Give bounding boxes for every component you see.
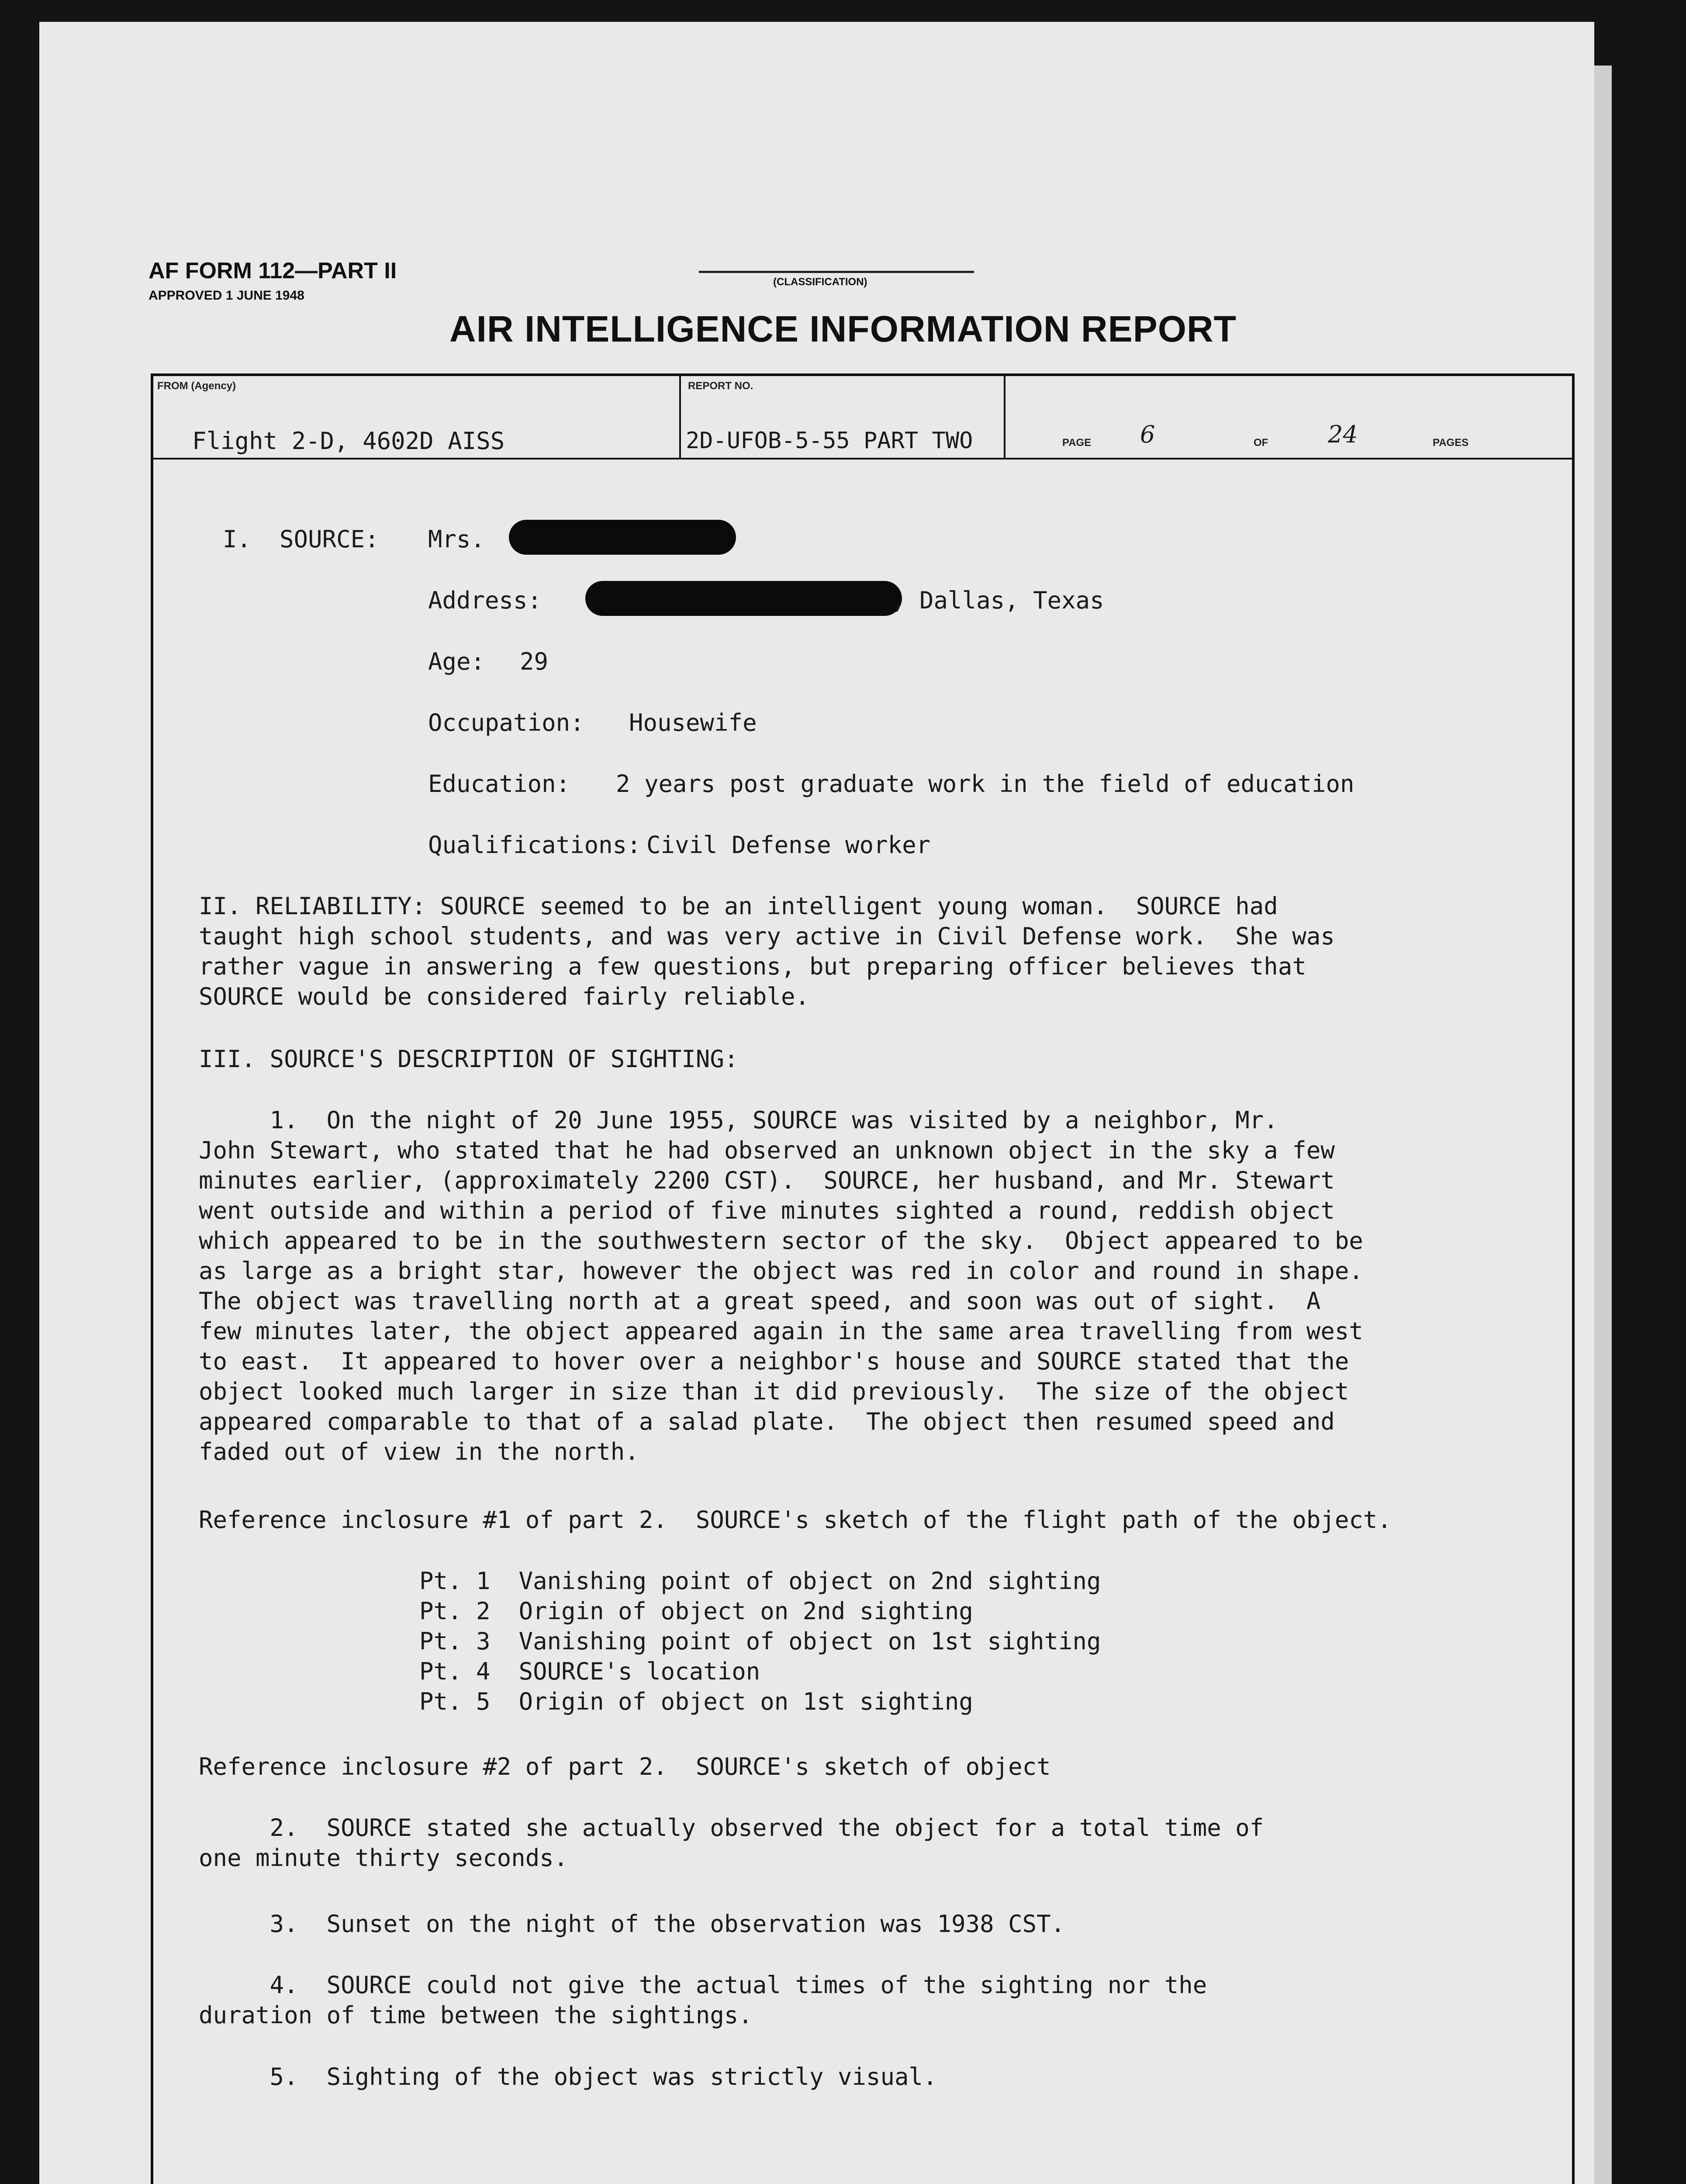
occupation-label: Occupation: bbox=[428, 709, 584, 736]
source-name-prefix: Mrs. bbox=[428, 525, 485, 553]
header-row-divider bbox=[151, 458, 1575, 460]
reliability-line: taught high school students, and was very active in Civil Defense work. She was bbox=[199, 923, 1335, 950]
address-city: , Dallas, Texas bbox=[891, 587, 1104, 614]
paragraph-line: as large as a bright star, however the object was red in color and round in shape. bbox=[199, 1257, 1363, 1285]
source-heading: I. SOURCE: bbox=[223, 525, 379, 553]
sketch-point-list bbox=[419, 1566, 1101, 1717]
reliability-line: II. RELIABILITY: SOURCE seemed to be an intelligent young woman. SOURCE had bbox=[199, 892, 1278, 920]
paragraph-line: appeared comparable to that of a salad plate. The object then resumed speed and bbox=[199, 1408, 1335, 1435]
qualifications-label: Qualifications: bbox=[428, 831, 641, 859]
age-value: 29 bbox=[520, 648, 549, 675]
address-label: Address: bbox=[428, 587, 542, 614]
education-label: Education: bbox=[428, 770, 570, 798]
paragraph-1 bbox=[199, 1105, 1363, 1467]
reliability-line: SOURCE would be considered fairly reliable. bbox=[199, 983, 809, 1010]
paragraph-line: duration of time between the sightings. bbox=[199, 2001, 753, 2029]
paragraph-line: went outside and within a period of five minutes sighted a round, reddish object bbox=[199, 1197, 1335, 1224]
redacted-name bbox=[509, 520, 736, 555]
paragraph-line: which appeared to be in the southwestern sector of the sky. Object appeared to be bbox=[199, 1227, 1363, 1254]
paragraph-5: 5. Sighting of the object was strictly visual. bbox=[199, 2063, 937, 2091]
paragraph-2 bbox=[199, 1813, 1264, 1873]
page-label: PAGE bbox=[1062, 437, 1092, 449]
from-label: FROM (Agency) bbox=[157, 380, 236, 392]
inclosure-1-reference: Reference inclosure #1 of part 2. SOURCE's sketch of the flight path of the object. bbox=[199, 1506, 1392, 1534]
occupation-value: Housewife bbox=[629, 709, 757, 736]
sketch-point: Pt. 2 Origin of object on 2nd sighting bbox=[419, 1597, 973, 1625]
approval-date: APPROVED 1 JUNE 1948 bbox=[149, 288, 304, 303]
qualifications-value: Civil Defense worker bbox=[646, 831, 931, 859]
paragraph-line: to east. It appeared to hover over a neighbor's house and SOURCE stated that the bbox=[199, 1348, 1349, 1375]
paragraph-4 bbox=[199, 1970, 1207, 2030]
report-title: AIR INTELLIGENCE INFORMATION REPORT bbox=[449, 308, 1237, 349]
reportno-page-divider bbox=[1004, 373, 1005, 459]
description-heading: III. SOURCE'S DESCRIPTION OF SIGHTING: bbox=[199, 1045, 739, 1073]
paragraph-line: few minutes later, the object appeared again in the same area travelling from west bbox=[199, 1317, 1363, 1345]
paragraph-line: minutes earlier, (approximately 2200 CST). SOURCE, her husband, and Mr. Stewart bbox=[199, 1167, 1335, 1194]
paragraph-3: 3. Sunset on the night of the observation was 1938 CST. bbox=[199, 1910, 1065, 1938]
sketch-point: Pt. 3 Vanishing point of object on 1st sighting bbox=[419, 1628, 1101, 1655]
paragraph-line: faded out of view in the north. bbox=[199, 1438, 639, 1465]
paragraph-line: The object was travelling north at a great speed, and soon was out of sight. A bbox=[199, 1287, 1321, 1315]
page-number: 6 bbox=[1140, 421, 1155, 448]
reliability-section bbox=[199, 891, 1335, 1012]
classification-line-top bbox=[699, 271, 974, 273]
from-reportno-divider bbox=[679, 373, 681, 459]
sketch-point: Pt. 4 SOURCE's location bbox=[419, 1658, 760, 1685]
paragraph-line: object looked much larger in size than it did previously. The size of the object bbox=[199, 1378, 1349, 1405]
sketch-point: Pt. 1 Vanishing point of object on 2nd sighting bbox=[419, 1567, 1101, 1595]
paragraph-line: 4. SOURCE could not give the actual times of the sighting nor the bbox=[199, 1971, 1207, 1999]
inclosure-2-reference: Reference inclosure #2 of part 2. SOURCE's sketch of object bbox=[199, 1753, 1051, 1780]
age-label: Age: bbox=[428, 648, 485, 675]
form-id: AF FORM 112—PART II bbox=[149, 258, 397, 283]
redacted-address bbox=[585, 581, 902, 616]
classification-label-top: (CLASSIFICATION) bbox=[773, 276, 867, 288]
reliability-line: rather vague in answering a few questions, but preparing officer believes that bbox=[199, 953, 1306, 980]
pages-label: PAGES bbox=[1433, 437, 1469, 449]
paragraph-line: John Stewart, who stated that he had observed an unknown object in the sky a few bbox=[199, 1137, 1335, 1164]
report-no-label: REPORT NO. bbox=[688, 380, 753, 392]
of-label: OF bbox=[1254, 437, 1268, 449]
education-value: 2 years post graduate work in the field of education bbox=[616, 770, 1354, 798]
from-value: Flight 2-D, 4602D AISS bbox=[192, 427, 505, 455]
underlying-page-edge bbox=[1594, 66, 1612, 2184]
total-pages: 24 bbox=[1328, 421, 1358, 448]
sketch-point: Pt. 5 Origin of object on 1st sighting bbox=[419, 1688, 973, 1715]
paragraph-line: 1. On the night of 20 June 1955, SOURCE was visited by a neighbor, Mr. bbox=[199, 1106, 1278, 1134]
report-no-value: 2D-UFOB-5-55 PART TWO bbox=[686, 428, 973, 454]
paragraph-line: one minute thirty seconds. bbox=[199, 1844, 568, 1872]
paragraph-line: 2. SOURCE stated she actually observed the object for a total time of bbox=[199, 1814, 1264, 1842]
